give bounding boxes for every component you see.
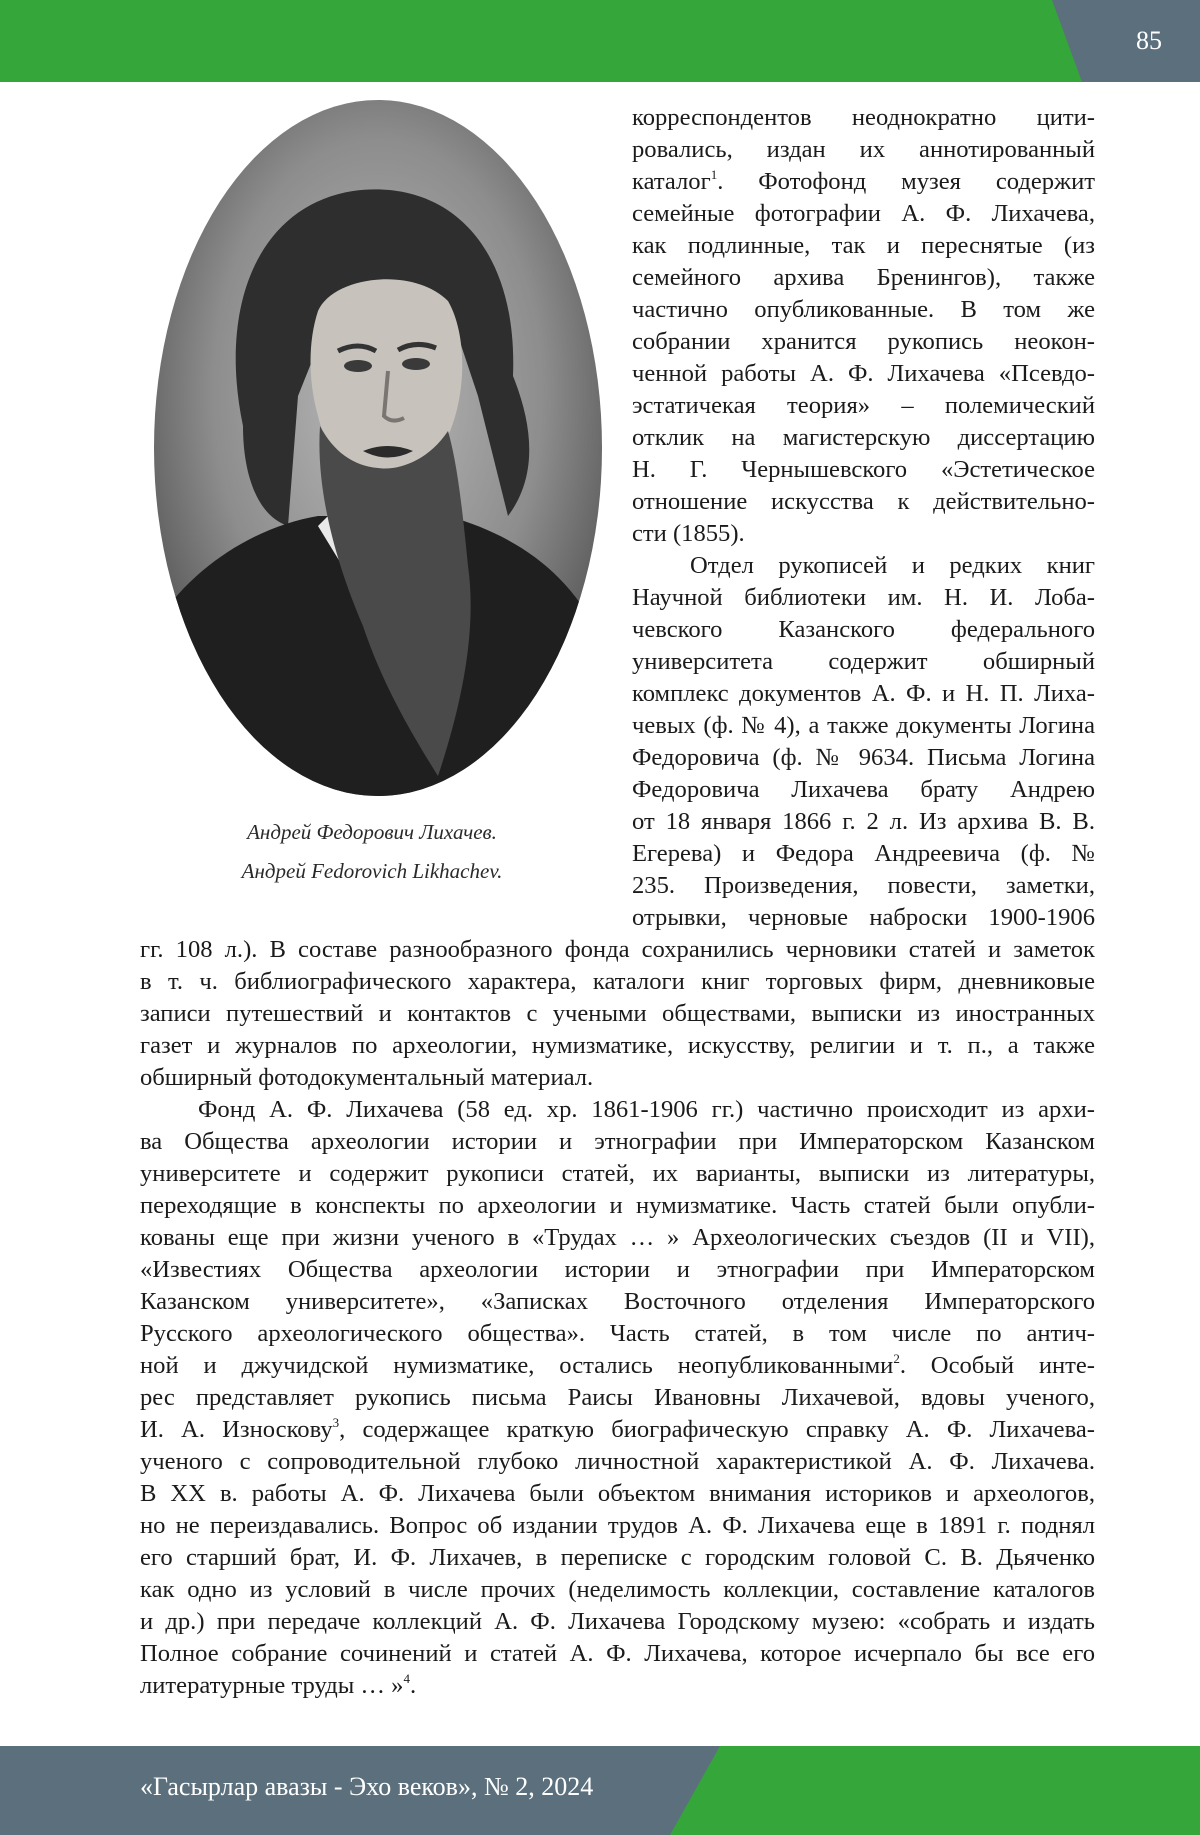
text-line: чевского Казанского федерального xyxy=(632,616,1095,643)
text-line: сти (1855). xyxy=(632,520,745,547)
text-line: обширный фотодокументальный материал. xyxy=(140,1064,594,1091)
text-line: от 18 января 1866 г. 2 л. Из архива В. В. xyxy=(632,808,1095,835)
text-line: Н. Г. Чернышевского «Эстетическое xyxy=(632,456,1095,483)
text-line: «Известиях Общества археологии истории и этнографии при Императорском xyxy=(140,1256,1095,1283)
figure-caption-ru: Андрей Федорович Лихачев. xyxy=(247,820,497,844)
text-line: ченной работы А. Ф. Лихачева «Псевдо- xyxy=(632,360,1095,387)
portrait-photo xyxy=(148,96,608,801)
text-line: комплекс документов А. Ф. и Н. П. Лиха- xyxy=(632,680,1095,707)
text-line: отношение искусства к действительно- xyxy=(632,488,1095,515)
text-line: переходящие в конспекты по археологии и нумизматике. Часть статей были опубли- xyxy=(140,1192,1095,1219)
text-line: отрывки, черновые наброски 1900-1906 xyxy=(632,904,1095,931)
text-line: Федоровича (ф. № 9634. Письма Логина xyxy=(632,744,1095,771)
header-bar xyxy=(0,0,1200,82)
text-line: ровались, издан их аннотированный xyxy=(632,136,1095,163)
text-line: Русского археологического общества». Часть статей, в том числе по антич- xyxy=(140,1320,1095,1347)
text-segment: , содержащее краткую биографическую справку А. Ф. Лихачева- xyxy=(339,1416,1095,1443)
text-segment: литературные труды … » xyxy=(140,1672,404,1699)
text-line xyxy=(140,1414,1095,1446)
text-line: корреспондентов неоднократно цити- xyxy=(632,104,1095,131)
text-line: 235. Произведения, повести, заметки, xyxy=(632,872,1095,899)
text-line: университета содержит обширный xyxy=(632,648,1095,675)
text-line: чевых (ф. № 4), а также документы Логина xyxy=(632,712,1095,739)
text-line: В XX в. работы А. Ф. Лихачева были объектом внимания историков и археологов, xyxy=(140,1480,1095,1507)
text-line: собрании хранится рукопись неокон- xyxy=(632,328,1095,355)
text-line: университете и содержит рукописи статей, их варианты, выписки из литературы, xyxy=(140,1160,1095,1187)
footnote-ref[interactable]: 1 xyxy=(710,167,718,182)
text-segment: ной и джучидской нумизматике, остались неопубликованными xyxy=(140,1352,894,1379)
text-line: отклик на магистерскую диссертацию xyxy=(632,424,1095,451)
text-line: частично опубликованные. В том же xyxy=(632,296,1095,323)
text-line: и др.) при передаче коллекций А. Ф. Лихачева Городскому музею: «собрать и издать xyxy=(140,1608,1095,1635)
text-line: газет и журналов по археологии, нумизматике, искусству, религии и т. п., а также xyxy=(140,1032,1095,1059)
text-line xyxy=(140,1670,1095,1702)
text-line: его старший брат, И. Ф. Лихачев, в переписке с городским головой С. В. Дьяченко xyxy=(140,1544,1095,1571)
text-line: эстатичекая теория» – полемический xyxy=(632,392,1095,419)
text-segment: И. А. Износкову xyxy=(140,1416,333,1443)
text-line: кованы еще при жизни ученого в «Трудах … » Археологических съездов (II и VII), xyxy=(140,1224,1095,1251)
text-line: семейного архива Бренингов), также xyxy=(632,264,1095,291)
text-line: Егерева) и Федора Андреевича (ф. № xyxy=(632,840,1095,867)
text-line: ва Общества археологии истории и этнографии при Императорском Казанском xyxy=(140,1128,1095,1155)
text-line: гг. 108 л.). В составе разнообразного фонда сохранились черновики статей и заметок xyxy=(140,936,1095,963)
text-line xyxy=(632,166,1095,198)
text-line: записи путешествий и контактов с учеными обществами, выписки из иностранных xyxy=(140,1000,1095,1027)
text-line: Казанском университете», «Записках Восточного отделения Императорского xyxy=(140,1288,1095,1315)
text-segment: . Фотофонд музея содержит xyxy=(717,168,1095,195)
text-line: как одно из условий в числе прочих (неделимость коллекции, составление каталогов xyxy=(140,1576,1095,1603)
text-line: Федоровича Лихачева брату Андрею xyxy=(632,776,1095,803)
journal-title: «Гасырлар авазы - Эхо веков», № 2, 2024 xyxy=(140,1772,594,1801)
footnote-ref[interactable]: 4 xyxy=(403,1671,410,1686)
footnote-ref[interactable]: 3 xyxy=(332,1415,340,1430)
text-segment: . Особый инте- xyxy=(899,1352,1095,1379)
text-line: в т. ч. библиографического характера, каталоги книг торговых фирм, дневниковые xyxy=(140,968,1095,995)
text-line: но не переиздавались. Вопрос об издании трудов А. Ф. Лихачева еще в 1891 г. поднял xyxy=(140,1512,1095,1539)
text-line: семейные фотографии А. Ф. Лихачева, xyxy=(632,200,1095,227)
text-line: рес представляет рукопись письма Раисы Ивановны Лихачевой, вдовы ученого, xyxy=(140,1384,1095,1411)
text-line: Фонд А. Ф. Лихачева (58 ед. хр. 1861-1906 гг.) частично происходит из архи- xyxy=(198,1096,1095,1123)
text-line: Полное собрание сочинений и статей А. Ф. Лихачева, которое исчерпало бы все его xyxy=(140,1640,1095,1667)
text-line: Отдел рукописей и редких книг xyxy=(690,552,1095,579)
footer-accent xyxy=(670,1746,1200,1835)
text-segment: каталог xyxy=(632,168,711,195)
text-line: как подлинные, так и переснятые (из xyxy=(632,232,1095,259)
text-segment: . xyxy=(409,1672,417,1699)
footnote-ref[interactable]: 2 xyxy=(893,1351,900,1366)
text-line: ученого с сопроводительной глубоко личностной характеристикой А. Ф. Лихачева. xyxy=(140,1448,1095,1475)
page-number: 85 xyxy=(1136,26,1162,55)
text-line: Научной библиотеки им. Н. И. Лоба- xyxy=(632,584,1095,611)
text-line xyxy=(140,1350,1095,1382)
figure-caption-en: Андрей Fedorovich Likhachev. xyxy=(241,859,503,883)
